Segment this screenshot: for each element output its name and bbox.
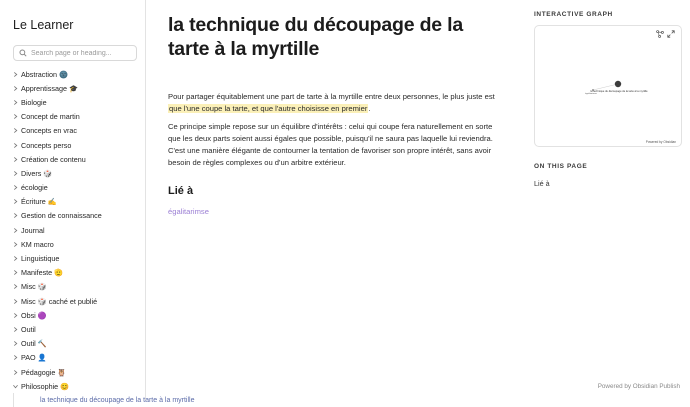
sidebar-item-pao[interactable] — [0, 351, 146, 365]
sidebar-item-concept-de-martin[interactable] — [0, 110, 146, 124]
sidebar-item-pedagogie[interactable] — [0, 365, 146, 379]
chevron-right-icon — [11, 155, 19, 163]
graph-canvas[interactable] — [535, 26, 683, 148]
sidebar-item-linguistique[interactable] — [0, 251, 146, 265]
chevron-right-icon — [11, 70, 19, 78]
chevron-right-icon — [11, 113, 19, 121]
search-box[interactable] — [13, 45, 137, 61]
sidebar-item-label: Outil — [21, 325, 36, 334]
chevron-right-icon — [11, 226, 19, 234]
sidebar-item-label: Philosophie 😊 — [21, 382, 69, 391]
paragraph-1-end: . — [368, 104, 370, 113]
chevron-right-icon — [11, 198, 19, 206]
related-link-egalitarisme[interactable]: égalitarimse — [168, 207, 209, 216]
sidebar-item-km-macro[interactable] — [0, 237, 146, 251]
right-panel — [534, 0, 684, 400]
sidebar-item-creation-de-contenu[interactable] — [0, 152, 146, 166]
chevron-right-icon — [11, 169, 19, 177]
sidebar-item-gestion-de-connaissance[interactable] — [0, 209, 146, 223]
site-title[interactable]: Le Learner — [13, 18, 73, 32]
sidebar-item-misc[interactable] — [0, 280, 146, 294]
sidebar-subitem-current-page[interactable]: la technique du découpage de la tarte à la myrtille — [13, 393, 146, 407]
sidebar-item-label: Concepts en vrac — [21, 126, 77, 135]
sidebar-item-outil[interactable] — [0, 322, 146, 336]
sidebar-item-concepts-perso[interactable] — [0, 138, 146, 152]
chevron-right-icon — [11, 368, 19, 376]
toc-section-label: ON THIS PAGE — [534, 163, 587, 170]
graph-node-other-label: égalitarimse — [585, 92, 598, 95]
sidebar — [0, 0, 146, 400]
sidebar-item-label: Manifeste 🫡 — [21, 268, 63, 277]
sidebar-item-ecriture[interactable] — [0, 195, 146, 209]
sidebar-item-label: Gestion de connaissance — [21, 211, 102, 220]
chevron-right-icon — [11, 283, 19, 291]
chevron-right-icon — [11, 354, 19, 362]
sidebar-item-outil-hammer[interactable] — [0, 337, 146, 351]
sidebar-item-label: Écriture ✍️ — [21, 197, 57, 206]
sidebar-item-label: Outil 🔨 — [21, 339, 47, 348]
chevron-right-icon — [11, 141, 19, 149]
chevron-right-icon — [11, 184, 19, 192]
main-content — [146, 0, 520, 400]
chevron-right-icon — [11, 311, 19, 319]
sidebar-item-label: Pédagogie 🦉 — [21, 368, 66, 377]
sidebar-item-label: Misc 🎲 — [21, 282, 47, 291]
sidebar-item-abstraction[interactable] — [0, 67, 146, 81]
sidebar-item-philosophie[interactable] — [0, 379, 146, 393]
graph-node-main — [615, 81, 621, 87]
chevron-down-icon — [11, 382, 19, 390]
footer-powered-by[interactable]: Powered by Obsidian Publish — [598, 383, 680, 390]
chevron-right-icon — [11, 212, 19, 220]
sidebar-item-apprentissage[interactable] — [0, 81, 146, 95]
chevron-right-icon — [11, 98, 19, 106]
sidebar-item-ecologie[interactable] — [0, 181, 146, 195]
sidebar-item-manifeste[interactable] — [0, 266, 146, 280]
sidebar-item-journal[interactable] — [0, 223, 146, 237]
chevron-right-icon — [11, 340, 19, 348]
sidebar-item-label: Journal — [21, 226, 45, 235]
graph-node-main-label: la technique du découpage de la tarte à la myrtille — [590, 89, 648, 93]
sidebar-item-label: Misc 🎲 caché et publié — [21, 297, 97, 306]
highlighted-text: que l'une coupe la tarte, et que l'autre choisisse en premier — [168, 104, 368, 113]
interactive-graph[interactable] — [534, 25, 682, 147]
sidebar-item-label: Concepts perso — [21, 141, 71, 150]
chevron-right-icon — [11, 269, 19, 277]
sidebar-item-label: Création de contenu — [21, 155, 86, 164]
sidebar-item-label: Obsi 🟣 — [21, 311, 47, 320]
chevron-right-icon — [11, 240, 19, 248]
graph-global-icon[interactable] — [656, 30, 664, 38]
sidebar-item-label: KM macro — [21, 240, 54, 249]
sidebar-item-misc-cache-et-publie[interactable] — [0, 294, 146, 308]
sidebar-item-label: PAO 👤 — [21, 353, 47, 362]
paragraph-1-text: Pour partager équitablement une part de tarte à la myrtille entre deux personnes, le plus juste est — [168, 92, 495, 101]
chevron-right-icon — [11, 127, 19, 135]
graph-powered-by: Powered by Obsidian — [646, 140, 676, 144]
sidebar-item-obsi[interactable] — [0, 308, 146, 322]
chevron-right-icon — [11, 297, 19, 305]
graph-toolbar — [656, 30, 675, 38]
paragraph-1 — [168, 91, 503, 115]
sidebar-item-label: Divers 🎲 — [21, 169, 52, 178]
sidebar-item-divers[interactable] — [0, 166, 146, 180]
sidebar-item-label: Biologie — [21, 98, 47, 107]
sidebar-item-concepts-en-vrac[interactable] — [0, 124, 146, 138]
graph-section-label: INTERACTIVE GRAPH — [534, 11, 613, 18]
search-icon — [18, 49, 27, 58]
related-heading: Lié à — [168, 185, 193, 197]
sidebar-item-label: écologie — [21, 183, 48, 192]
sidebar-item-biologie[interactable] — [0, 95, 146, 109]
sidebar-item-label: Linguistique — [21, 254, 59, 263]
chevron-right-icon — [11, 84, 19, 92]
sidebar-item-label: Abstraction 🌚 — [21, 70, 68, 79]
graph-expand-icon[interactable] — [667, 30, 675, 38]
chevron-right-icon — [11, 255, 19, 263]
page-title: la technique du découpage de la tarte à la myrtille — [168, 13, 508, 61]
search-input[interactable] — [31, 50, 135, 57]
paragraph-2: Ce principe simple repose sur un équilibre d'intérêts : celui qui coupe fera naturellement en sorte que les deux parts soient aussi égales que possible, puisqu'il ne saura pas laquelle lui reviendra. C'est une manière élégante de contourner la tentation de favoriser son propre intérêt, sans avoir besoin de règles complexes ou d'un arbitre extérieur. — [168, 121, 503, 169]
toc-item-lie-a[interactable]: Lié à — [534, 179, 550, 188]
sidebar-item-label: Apprentissage 🎓 — [21, 84, 78, 93]
chevron-right-icon — [11, 325, 19, 333]
sidebar-nav — [0, 67, 146, 407]
sidebar-item-label: Concept de martin — [21, 112, 80, 121]
